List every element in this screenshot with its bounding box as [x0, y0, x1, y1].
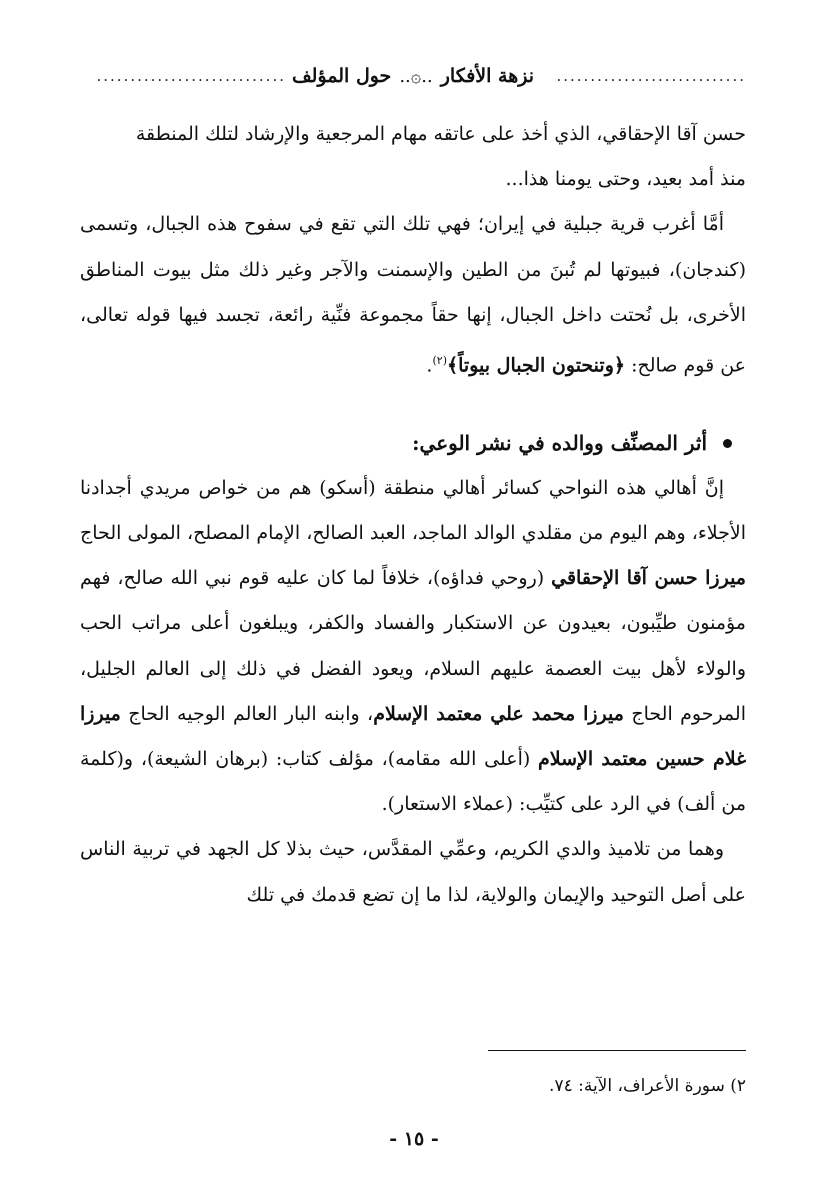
paragraph-1-line-2: منذ أمد بعيد، وحتى يومنا هذا...: [505, 168, 746, 191]
paragraph-2-text: أمَّا أغرب قرية جبلية في إيران؛ فهي تلك التي تقع في سفوح هذه الجبال، وتسمى (كندجان)، فبيوتها لم تُبنَ من الطين والإسمنت والآجر وغير ذلك مثل بيوت المناطق الأخرى، بل نُحتت داخل الجبال، إنها حقاً مجموعة فنِّية رائعة، تجسد فيها قوله تعالى، عن قوم صالح:: [80, 213, 746, 377]
page-number: - ١٥ -: [389, 1128, 439, 1150]
main-text: [80, 112, 746, 918]
header-separator-icon: ..۞..: [399, 65, 433, 87]
paragraph-4: وهما من تلاميذ والدي الكريم، وعمِّي المقدَّس، حيث بذلا كل الجهد في تربية الناس على أصل التوحيد والإيمان والولاية، لذا ما إن تضع قدمك في تلك: [80, 838, 746, 906]
header-title-book: نزهة الأفكار: [440, 65, 534, 87]
header-title-chapter: حول المؤلف: [292, 65, 392, 87]
paragraph-3-text-a: إنَّ أهالي هذه النواحي كسائر أهالي منطقة (أسكو) هم من خواص مريدي أجدادنا الأجلاء، وهم اليوم من مقلدي الوالد الماجد، العبد الصالح، الإمام المصلح، المولى الحاج: [80, 476, 746, 544]
footnote-divider: [488, 1050, 746, 1051]
header-dots-right: ............................: [556, 67, 746, 85]
paragraph-3-text-d: (أعلى الله مقامه)، مؤلف كتاب: (برهان الشيعة)، و(كلمة من ألف) في الرد على كتيِّب: (عملاء الاستعار).: [80, 747, 746, 816]
header-dots-left: ............................: [96, 67, 286, 85]
bullet-icon: [723, 439, 732, 448]
person-name-3: ميرزا غلام حسين معتمد الإسلام: [80, 702, 747, 770]
footnote: ٢) سورة الأعراف، الآية: ٧٤.: [549, 1076, 746, 1096]
section-heading-text: أثر المصنِّف ووالده في نشر الوعي:: [412, 430, 707, 455]
paragraph-2-end: .: [426, 354, 433, 377]
person-name-2: ميرزا محمد علي معتمد الإسلام: [373, 702, 624, 725]
quran-verse: ﴿وتنحتون الجبال بيوتاً﴾: [446, 354, 626, 377]
paragraph-3-text-b: (روحي فداؤه)، خلافاً لما كان عليه قوم نبي الله صالح، فهم مؤمنون طيِّبون، بعيدون عن الاستكبار والفساد والكفر، ويبلغون أعلى مراتب الحب والولاء لأهل بيت العصمة عليهم السلام، ويعود الفضل في ذلك إلى العالم الجليل، المرحوم الحاج: [80, 567, 746, 725]
section-spacer: [80, 389, 746, 421]
footnote-ref[interactable]: (٢): [432, 354, 447, 368]
paragraph-3-text-c: ، وابنه البار العالم الوجيه الحاج: [120, 702, 374, 725]
paragraph-3: [80, 466, 746, 828]
paragraph-1-line-1: حسن آقا الإحقاقي، الذي أخذ على عاتقه مهام المرجعية والإرشاد لتلك المنطقة: [135, 123, 746, 145]
section-heading: [80, 421, 746, 466]
running-header: [80, 58, 746, 94]
paragraph-2: [80, 202, 746, 388]
person-name-1: ميرزا حسن آقا الإحقاقي: [551, 567, 746, 590]
